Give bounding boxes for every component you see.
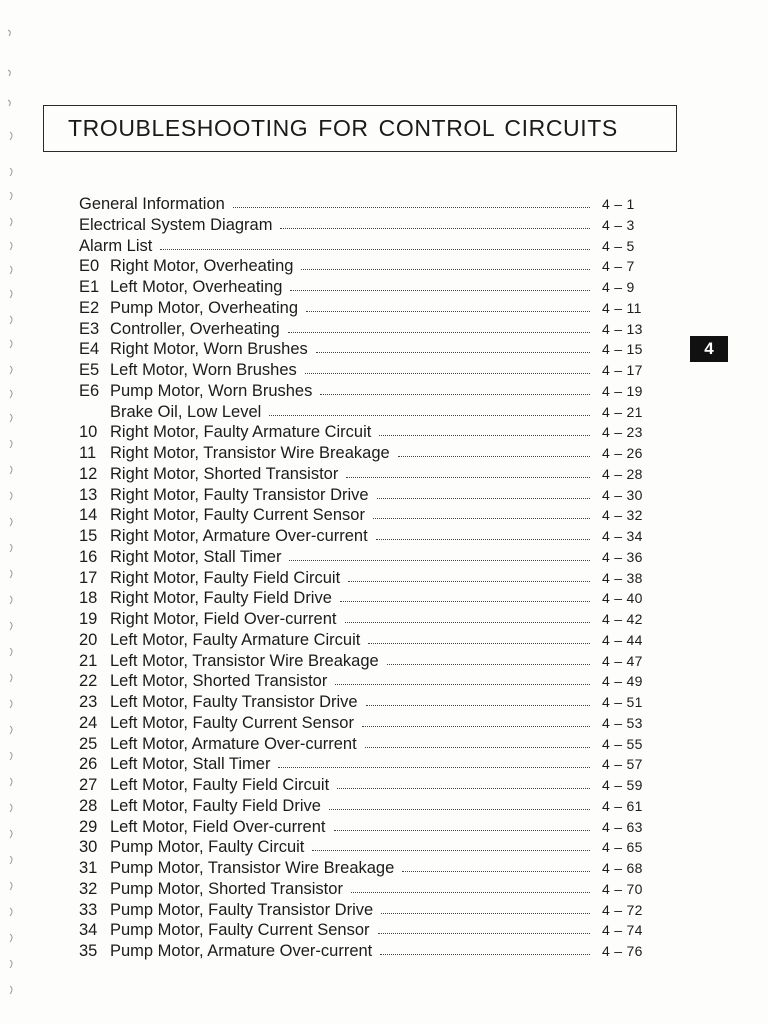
- toc-entry-code: E5: [79, 361, 100, 379]
- toc-entry-page: 4 – 49: [602, 673, 643, 690]
- dot-leader: [233, 207, 590, 208]
- toc-entry-code: 30: [79, 838, 98, 857]
- toc-entry-label: Right Motor, Overheating: [110, 257, 294, 276]
- toc-entry-label: Pump Motor, Worn Brushes: [110, 381, 313, 400]
- dot-leader: [278, 767, 590, 768]
- toc-entry[interactable]: [0, 339, 768, 360]
- dot-leader: [288, 332, 590, 333]
- toc-entry-label: Left Motor, Faulty Transistor Drive: [110, 693, 358, 711]
- toc-entry-page: 4 – 76: [602, 943, 643, 959]
- toc-entry-code: E2: [79, 298, 100, 317]
- toc-entry-code: E0: [79, 257, 100, 276]
- toc-entry-label: Left Motor, Faulty Current Sensor: [110, 713, 354, 732]
- toc-entry-label: Right Motor, Faulty Field Circuit: [110, 568, 341, 587]
- toc-entry-label: Brake Oil, Low Level: [110, 402, 262, 421]
- toc-entry-label: Left Motor, Worn Brushes: [110, 361, 297, 379]
- toc-entry-code: 13: [79, 485, 98, 504]
- toc-entry-page: 4 – 68: [602, 860, 643, 876]
- toc-entry-page: 4 – 74: [602, 922, 643, 939]
- toc-entry-page: 4 – 32: [602, 507, 643, 524]
- toc-entry[interactable]: [0, 817, 768, 838]
- toc-entry[interactable]: [0, 941, 768, 962]
- toc-entry[interactable]: [0, 609, 768, 630]
- toc-entry[interactable]: [0, 713, 768, 734]
- dot-leader: [377, 498, 590, 499]
- toc-entry-label: General Information: [79, 195, 225, 213]
- toc-entry[interactable]: [0, 319, 768, 340]
- toc-entry[interactable]: [0, 443, 768, 464]
- toc-entry-page: 4 – 11: [602, 299, 642, 316]
- toc-entry-label: Right Motor, Faulty Field Drive: [110, 589, 332, 608]
- toc-entry-page: 4 – 15: [602, 341, 643, 358]
- toc-entry[interactable]: [0, 920, 768, 941]
- toc-entry[interactable]: [0, 858, 768, 879]
- toc-entry-page: 4 – 34: [602, 528, 643, 544]
- toc-entry-label: Right Motor, Armature Over-current: [110, 527, 368, 545]
- toc-entry-label: Pump Motor, Faulty Circuit: [110, 838, 305, 857]
- toc-entry-page: 4 – 59: [602, 777, 643, 793]
- toc-entry-code: 33: [79, 900, 98, 919]
- toc-entry-code: 28: [79, 796, 98, 815]
- toc-entry-label: Alarm List: [79, 236, 153, 255]
- toc-entry-page: 4 – 38: [602, 569, 643, 586]
- toc-entry-label: Controller, Overheating: [110, 319, 280, 338]
- dot-leader: [320, 394, 590, 395]
- toc-entry-code: 10: [79, 423, 98, 442]
- section-title: TROUBLESHOOTING FOR CONTROL CIRCUITS: [68, 115, 618, 141]
- dot-leader: [368, 643, 590, 644]
- dot-leader: [335, 684, 590, 685]
- toc-entry-label: Left Motor, Overheating: [110, 278, 283, 296]
- toc-entry-code: 31: [79, 859, 98, 877]
- toc-entry[interactable]: [0, 547, 768, 568]
- toc-entry-label: Right Motor, Faulty Armature Circuit: [110, 423, 372, 442]
- toc-entry[interactable]: [0, 402, 768, 423]
- toc-entry-code: 32: [79, 879, 98, 898]
- toc-entry[interactable]: [0, 422, 768, 443]
- toc-entry[interactable]: [0, 194, 768, 215]
- toc-entry[interactable]: [0, 464, 768, 485]
- toc-entry-code: 19: [79, 610, 98, 628]
- dot-leader: [160, 249, 590, 250]
- toc-entry[interactable]: [0, 630, 768, 651]
- toc-entry-label: Left Motor, Field Over-current: [110, 817, 326, 836]
- dot-leader: [387, 664, 590, 665]
- toc-entry-page: 4 – 7: [602, 258, 635, 275]
- toc-entry-code: 25: [79, 734, 98, 753]
- toc-entry-code: 12: [79, 464, 98, 483]
- toc-entry-code: E4: [79, 340, 100, 359]
- toc-entry-page: 4 – 40: [602, 590, 643, 607]
- dot-leader: [380, 954, 590, 955]
- toc-entry-label: Left Motor, Stall Timer: [110, 755, 271, 774]
- toc-entry-label: Right Motor, Transistor Wire Breakage: [110, 444, 390, 462]
- toc-entry-label: Right Motor, Faulty Transistor Drive: [110, 485, 369, 504]
- toc-entry-page: 4 – 61: [602, 797, 643, 814]
- toc-entry-page: 4 – 70: [602, 880, 643, 897]
- dot-leader: [348, 581, 590, 582]
- toc-entry-label: Left Motor, Faulty Field Circuit: [110, 776, 330, 794]
- toc-entry-page: 4 – 9: [602, 279, 635, 295]
- toc-entry-code: 16: [79, 547, 98, 566]
- toc-entry[interactable]: [0, 692, 768, 713]
- toc-entry-label: Pump Motor, Overheating: [110, 298, 299, 317]
- toc-entry-code: E6: [79, 381, 100, 400]
- toc-entry-code: 20: [79, 630, 98, 649]
- toc-entry-code: 11: [79, 444, 97, 462]
- toc-entry[interactable]: [0, 277, 768, 298]
- toc-entry-label: Right Motor, Faulty Current Sensor: [110, 506, 365, 525]
- toc-entry-page: 4 – 23: [602, 424, 643, 441]
- dot-leader: [340, 601, 590, 602]
- toc-entry[interactable]: [0, 671, 768, 692]
- toc-entry-page: 4 – 65: [602, 839, 643, 856]
- toc-entry[interactable]: [0, 360, 768, 381]
- toc-entry[interactable]: [0, 651, 768, 672]
- toc-entry-label: Left Motor, Shorted Transistor: [110, 672, 328, 691]
- toc-entry-label: Pump Motor, Faulty Transistor Drive: [110, 900, 374, 919]
- toc-entry[interactable]: [0, 796, 768, 817]
- toc-entry-code: 14: [79, 506, 98, 525]
- toc-entry[interactable]: [0, 900, 768, 921]
- dot-leader: [290, 290, 590, 291]
- toc-entry[interactable]: [0, 485, 768, 506]
- toc-entry-code: E3: [79, 319, 100, 338]
- toc-entry[interactable]: [0, 568, 768, 589]
- dot-leader: [346, 477, 590, 478]
- toc-entry-label: Left Motor, Transistor Wire Breakage: [110, 651, 379, 670]
- toc-entry-label: Left Motor, Armature Over-current: [110, 734, 357, 753]
- dot-leader: [378, 933, 590, 934]
- toc-entry-page: 4 – 44: [602, 631, 643, 648]
- toc-entry-page: 4 – 57: [602, 756, 643, 773]
- toc-entry-page: 4 – 42: [602, 611, 643, 627]
- toc-entry-code: 27: [79, 776, 98, 794]
- toc-entry-page: 4 – 5: [602, 237, 635, 254]
- toc-entry-page: 4 – 21: [602, 403, 643, 420]
- dot-leader: [373, 518, 590, 519]
- toc-entry-page: 4 – 47: [602, 652, 643, 669]
- dot-leader: [301, 269, 590, 270]
- toc-entry-label: Left Motor, Faulty Field Drive: [110, 796, 321, 815]
- toc-entry[interactable]: [0, 298, 768, 319]
- dot-leader: [305, 373, 590, 374]
- toc-entry-label: Pump Motor, Faulty Current Sensor: [110, 921, 370, 940]
- section-title-box: [43, 105, 677, 152]
- dot-leader: [379, 435, 590, 436]
- toc-entry-page: 4 – 13: [602, 320, 643, 337]
- toc-entry[interactable]: [0, 215, 768, 236]
- toc-entry-page: 4 – 36: [602, 548, 643, 565]
- toc-entry-page: 4 – 30: [602, 486, 643, 503]
- toc-entry-code: 24: [79, 713, 98, 732]
- toc-entry-code: 29: [79, 817, 98, 836]
- dot-leader: [306, 311, 590, 312]
- toc-entry-page: 4 – 51: [602, 694, 643, 710]
- dot-leader: [381, 913, 590, 914]
- dot-leader: [280, 228, 590, 229]
- toc-entry-code: 21: [79, 651, 98, 670]
- dot-leader: [366, 705, 590, 706]
- dot-leader: [337, 788, 590, 789]
- toc-entry-page: 4 – 28: [602, 465, 643, 482]
- toc-entry-label: Right Motor, Worn Brushes: [110, 340, 308, 359]
- toc-entry-code: 26: [79, 755, 98, 774]
- dot-leader: [269, 415, 590, 416]
- dot-leader: [398, 456, 590, 457]
- toc-entry-page: 4 – 3: [602, 216, 635, 233]
- toc-entry[interactable]: [0, 588, 768, 609]
- toc-entry-page: 4 – 26: [602, 445, 643, 461]
- toc-entry-code: 23: [79, 693, 98, 711]
- toc-entry[interactable]: [0, 256, 768, 277]
- toc-entry-label: Left Motor, Faulty Armature Circuit: [110, 630, 361, 649]
- dot-leader: [365, 747, 590, 748]
- dot-leader: [351, 892, 590, 893]
- toc-entry-page: 4 – 1: [602, 196, 635, 212]
- dot-leader: [316, 352, 590, 353]
- toc-entry[interactable]: [0, 734, 768, 755]
- section-tab-marker: 4: [690, 336, 728, 362]
- toc-entry[interactable]: [0, 837, 768, 858]
- dot-leader: [289, 560, 590, 561]
- toc-entry-label: Pump Motor, Transistor Wire Breakage: [110, 859, 395, 877]
- dot-leader: [312, 850, 590, 851]
- dot-leader: [376, 539, 590, 540]
- toc-entry-page: 4 – 55: [602, 735, 643, 752]
- toc-entry-label: Pump Motor, Shorted Transistor: [110, 879, 343, 898]
- toc-entry[interactable]: [0, 236, 768, 257]
- toc-entry[interactable]: [0, 505, 768, 526]
- dot-leader: [402, 871, 590, 872]
- toc-entry-code: 35: [79, 942, 98, 960]
- dot-leader: [345, 622, 590, 623]
- toc-entry-label: Right Motor, Shorted Transistor: [110, 464, 339, 483]
- toc-entry-page: 4 – 53: [602, 714, 643, 731]
- toc-entry-code: 18: [79, 589, 98, 608]
- toc-entry-page: 4 – 63: [602, 818, 643, 835]
- toc-entry-code: 15: [79, 527, 98, 545]
- toc-entry[interactable]: [0, 381, 768, 402]
- toc-entry-label: Electrical System Diagram: [79, 215, 273, 234]
- toc-entry[interactable]: [0, 754, 768, 775]
- toc-entry-page: 4 – 19: [602, 382, 643, 399]
- toc-entry[interactable]: [0, 879, 768, 900]
- toc-entry-code: E1: [79, 278, 100, 296]
- toc-entry-page: 4 – 17: [602, 362, 643, 378]
- toc-entry-label: Pump Motor, Armature Over-current: [110, 942, 373, 960]
- dot-leader: [334, 830, 590, 831]
- toc-entry-code: 34: [79, 921, 98, 940]
- toc-entry-page: 4 – 72: [602, 901, 643, 918]
- dot-leader: [362, 726, 590, 727]
- dot-leader: [329, 809, 590, 810]
- toc-entry[interactable]: [0, 775, 768, 796]
- toc-entry-label: Right Motor, Field Over-current: [110, 610, 337, 628]
- toc-entry[interactable]: [0, 526, 768, 547]
- toc-entry-label: Right Motor, Stall Timer: [110, 547, 282, 566]
- toc-entry-code: 22: [79, 672, 98, 691]
- toc-entry-code: 17: [79, 568, 98, 587]
